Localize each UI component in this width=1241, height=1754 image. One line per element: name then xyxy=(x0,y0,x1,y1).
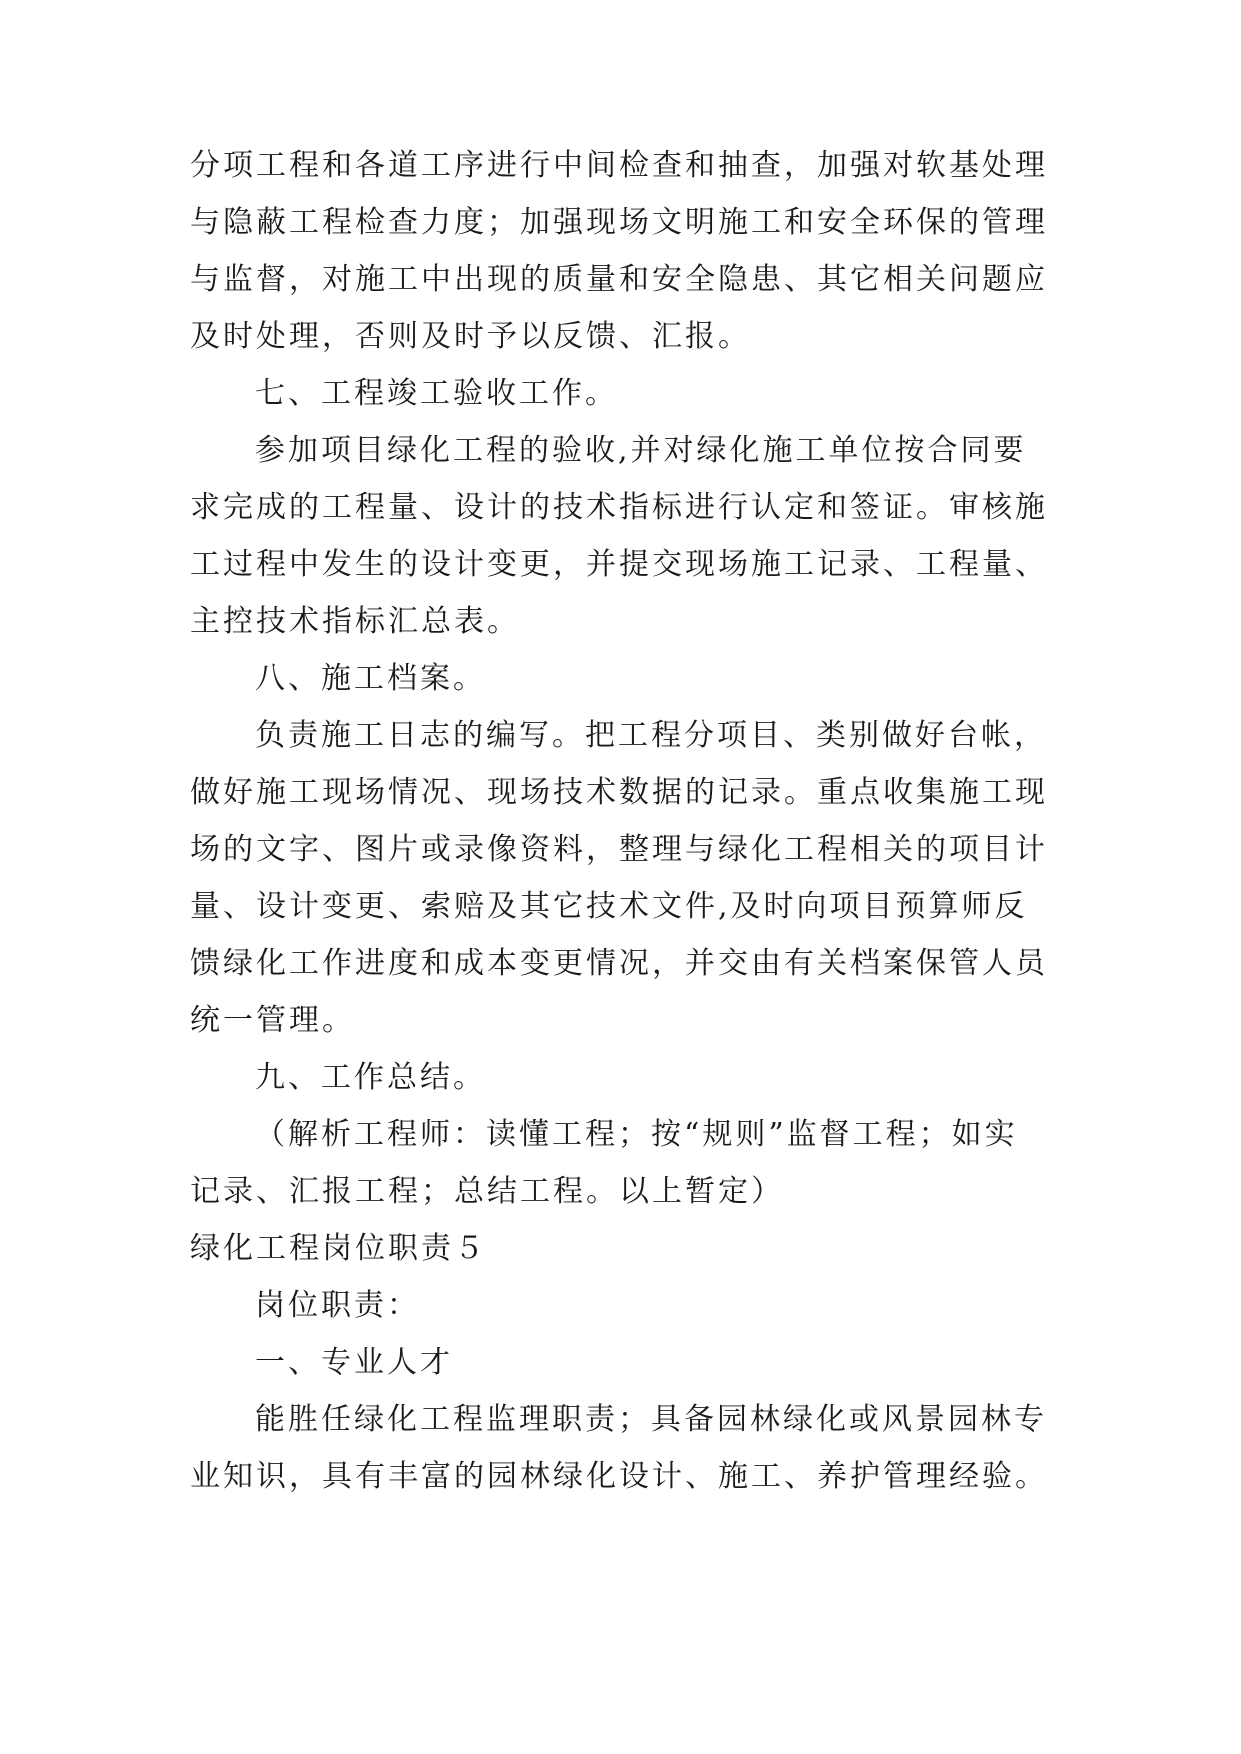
text-line: 做好施工现场情况、现场技术数据的记录。重点收集施工现 xyxy=(190,775,1048,810)
section-heading: 九、工作总结。 xyxy=(255,1060,486,1095)
text-line: 业知识，具有丰富的园林绿化设计、施工、养护管理经验。 xyxy=(190,1459,1048,1494)
section-heading: 岗位职责： xyxy=(255,1288,420,1323)
text-line: 能胜任绿化工程监理职责；具备园林绿化或风景园林专 xyxy=(255,1402,1047,1437)
text-line: 记录、汇报工程；总结工程。以上暂定） xyxy=(190,1174,784,1209)
text-line: 及时处理，否则及时予以反馈、汇报。 xyxy=(190,319,751,354)
text-line: 负责施工日志的编写。把工程分项目、类别做好台帐， xyxy=(255,718,1047,753)
text-line: 量、设计变更、索赔及其它技术文件,及时向项目预算师反 xyxy=(190,889,1028,924)
text-line: 场的文字、图片或录像资料，整理与绿化工程相关的项目计 xyxy=(190,832,1048,867)
section-heading: 一、专业人才 xyxy=(255,1345,453,1380)
text-line: 统一管理。 xyxy=(190,1003,355,1038)
text-line: 分项工程和各道工序进行中间检查和抽查，加强对软基处理 xyxy=(190,148,1048,183)
text-line: 馈绿化工作进度和成本变更情况，并交由有关档案保管人员 xyxy=(190,946,1048,981)
text-line: 参加项目绿化工程的验收,并对绿化施工单位按合同要 xyxy=(255,433,1027,468)
text-line: 与监督，对施工中出现的质量和安全隐患、其它相关问题应 xyxy=(190,262,1048,297)
text-line: （解析工程师：读懂工程；按“规则”监督工程；如实 xyxy=(255,1117,1018,1152)
section-heading: 八、施工档案。 xyxy=(255,661,486,696)
text-line: 求完成的工程量、设计的技术指标进行认定和签证。审核施 xyxy=(190,490,1048,525)
text-line: 工过程中发生的设计变更，并提交现场施工记录、工程量、 xyxy=(190,547,1048,582)
text-line: 主控技术指标汇总表。 xyxy=(190,604,520,639)
text-line: 与隐蔽工程检查力度；加强现场文明施工和安全环保的管理 xyxy=(190,205,1048,240)
document-title: 绿化工程岗位职责５ xyxy=(190,1231,487,1266)
section-heading: 七、工程竣工验收工作。 xyxy=(255,376,618,411)
